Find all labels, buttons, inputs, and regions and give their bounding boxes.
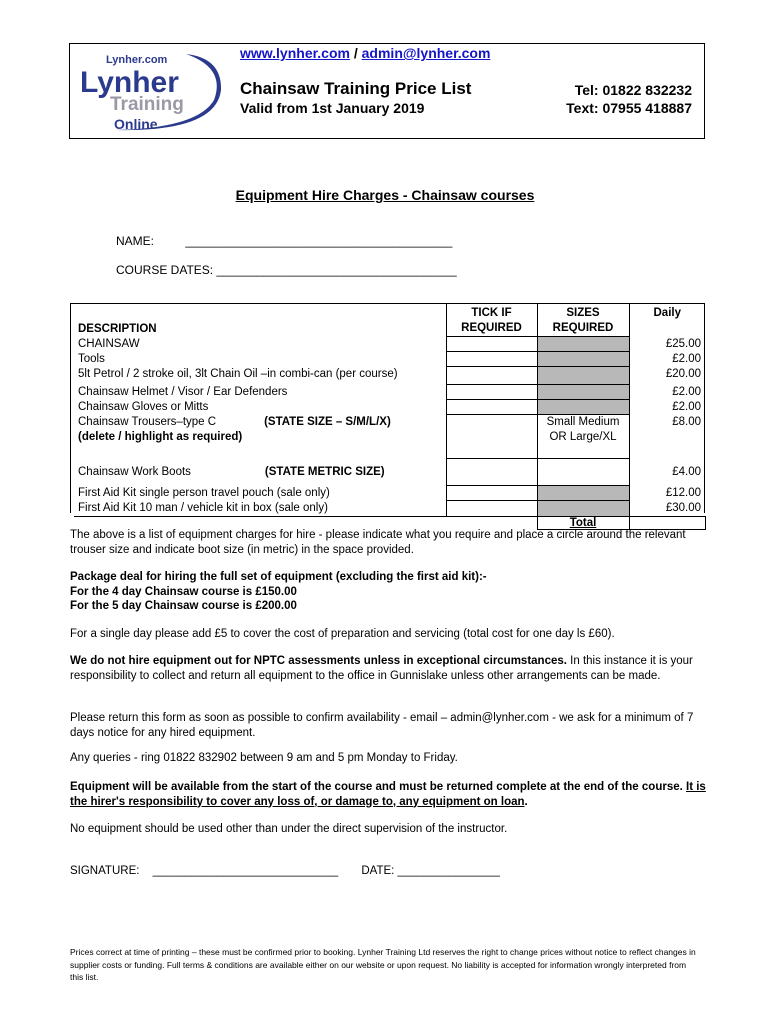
col-tick: TICK IF REQUIRED [446, 304, 537, 337]
row-description: Tools [74, 352, 446, 367]
header-box [69, 43, 705, 139]
table-row [74, 337, 705, 352]
name-line: ________________________________________ [185, 234, 453, 248]
single-day-paragraph: For a single day please add £5 to cover the cost of preparation and servicing (total cost for one day ls £60). [70, 628, 615, 640]
npc-bold: We do not hire equipment out for NPTC assessments unless in exceptional circumstances. [70, 655, 567, 667]
footer-disclaimer: Prices correct at time of printing – these must be confirmed prior to booking. Lynher Training Ltd reserves the right to change prices without notice to reflect changes in supplier costs or funding. Full terms & conditions are available either on our website or upon request. No liability is accepted for information wrongly interpreted from this list. [70, 947, 696, 982]
package-line-2: For the 4 day Chainsaw course is £150.00 [70, 585, 297, 598]
tick-cell[interactable] [446, 501, 537, 517]
instructions-paragraph: The above is a list of equipment charges for hire - please indicate what you require and place a circle around the relevant trouser size and indicate boot size (in metric) in the space provided. [70, 529, 686, 556]
row-description: First Aid Kit single person travel pouch (sale only) [74, 486, 446, 501]
tick-cell[interactable] [446, 459, 537, 486]
package-line-3: For the 5 day Chainsaw course is £200.00 [70, 600, 297, 612]
row-price: £2.00 [629, 400, 705, 415]
col-description: DESCRIPTION [74, 304, 446, 337]
equipment-availability-paragraph [70, 780, 720, 809]
availability-end: . [524, 795, 528, 808]
course-dates-label: COURSE DATES: [116, 263, 214, 277]
package-deal [70, 570, 720, 614]
tick-cell[interactable] [446, 415, 537, 459]
row-description: First Aid Kit 10 man / vehicle kit in box (sale only) [74, 501, 446, 517]
table-row [74, 501, 705, 517]
name-field[interactable] [116, 234, 452, 248]
date-line[interactable]: ________________ [397, 865, 500, 877]
tick-cell[interactable] [446, 337, 537, 352]
course-dates-field[interactable] [116, 263, 457, 277]
package-line-1: Package deal for hiring the full set of equipment (excluding the first aid kit):- [70, 571, 487, 583]
table-row [74, 459, 705, 486]
tick-cell[interactable] [446, 486, 537, 501]
trousers-label: Chainsaw Trousers–type C [78, 415, 217, 428]
size-cell-shaded [537, 486, 629, 501]
row-price: £12.00 [629, 486, 705, 501]
row-description: 5lt Petrol / 2 stroke oil, 3lt Chain Oil –in combi-can (per course) [74, 367, 446, 385]
row-price: £8.00 [629, 415, 705, 459]
table-row [74, 367, 705, 385]
tick-cell[interactable] [446, 367, 537, 385]
boots-size-note: (STATE METRIC SIZE) [264, 465, 385, 478]
trousers-size-note: (STATE SIZE – S/M/L/X) [264, 415, 391, 428]
table-row [74, 352, 705, 367]
size-cell-shaded [537, 400, 629, 415]
svg-text:Online: Online [114, 116, 158, 132]
row-price: £20.00 [629, 367, 705, 385]
svg-text:Training: Training [110, 94, 184, 115]
availability-bold: Equipment will be available from the start of the course and must be returned complete at the end of the course. [70, 781, 683, 793]
row-description: CHAINSAW [74, 337, 446, 352]
row-description [74, 459, 446, 486]
tick-cell[interactable] [446, 385, 537, 400]
table-border-left [70, 303, 71, 513]
hirer-responsibility: It is the hirer's responsibility to cover any loss of, or damage to, any equipment on loan [70, 781, 706, 808]
text-number: Text: 07955 418887 [566, 100, 692, 116]
supervision-paragraph: No equipment should be used other than under the direct supervision of the instructor. [70, 823, 508, 835]
boot-size-cell[interactable] [537, 459, 629, 486]
return-form-paragraph: Please return this form as soon as possible to confirm availability - email – admin@lynher.com - we ask for a minimum of 7 days notice for any hired equipment. [70, 712, 694, 739]
name-label: NAME: [116, 234, 155, 248]
signature-row [70, 864, 720, 879]
npc-paragraph [70, 654, 720, 683]
course-dates-line: ____________________________________ [216, 263, 457, 277]
table-row [74, 415, 705, 459]
tick-cell[interactable] [446, 352, 537, 367]
table-row [74, 400, 705, 415]
row-price: £2.00 [629, 352, 705, 367]
col-daily: Daily [629, 304, 705, 337]
npc-rest: In this instance it is your responsibility to collect and return all equipment to the office in Gunnislake unless other arrangements can be made. [70, 655, 693, 682]
signature-label: SIGNATURE: [70, 865, 140, 877]
lynher-training-logo [76, 50, 226, 134]
size-cell-shaded [537, 337, 629, 352]
size-cell-shaded [537, 367, 629, 385]
size-cell-shaded [537, 352, 629, 367]
date-label: DATE: [361, 865, 395, 877]
table-row [74, 385, 705, 400]
section-title: Equipment Hire Charges - Chainsaw courses [235, 187, 535, 203]
trousers-delete-note: (delete / highlight as required) [78, 430, 243, 443]
boots-label: Chainsaw Work Boots [78, 465, 191, 478]
row-price: £2.00 [629, 385, 705, 400]
valid-from: Valid from 1st January 2019 [240, 100, 425, 116]
svg-text:Lynher: Lynher [80, 66, 179, 99]
signature-line[interactable]: _____________________________ [152, 865, 339, 877]
telephone: Tel: 01822 832232 [574, 82, 692, 98]
table-header-row [74, 304, 705, 337]
queries-paragraph: Any queries - ring 01822 832902 between 9 am and 5 pm Monday to Friday. [70, 752, 458, 764]
svg-text:Lynher.com: Lynher.com [106, 54, 168, 66]
trouser-sizes[interactable]: Small Medium OR Large/XL [537, 415, 629, 459]
row-description: Chainsaw Helmet / Visor / Ear Defenders [74, 385, 446, 400]
size-cell-shaded [537, 501, 629, 517]
total-label: Total [537, 516, 629, 529]
tick-cell[interactable] [446, 400, 537, 415]
equipment-table [74, 303, 706, 530]
col-sizes: SIZES REQUIRED [537, 304, 629, 337]
contact-links [240, 45, 490, 61]
link-separator: / [349, 45, 362, 61]
email-link[interactable]: admin@lynher.com [361, 45, 491, 61]
website-link[interactable]: www.lynher.com [240, 45, 350, 61]
row-price: £25.00 [629, 337, 705, 352]
table-row [74, 486, 705, 501]
row-price: £30.00 [629, 501, 705, 517]
size-cell-shaded [537, 385, 629, 400]
row-description [74, 415, 446, 459]
row-description: Chainsaw Gloves or Mitts [74, 400, 446, 415]
row-price: £4.00 [629, 459, 705, 486]
document-title: Chainsaw Training Price List [240, 79, 472, 98]
